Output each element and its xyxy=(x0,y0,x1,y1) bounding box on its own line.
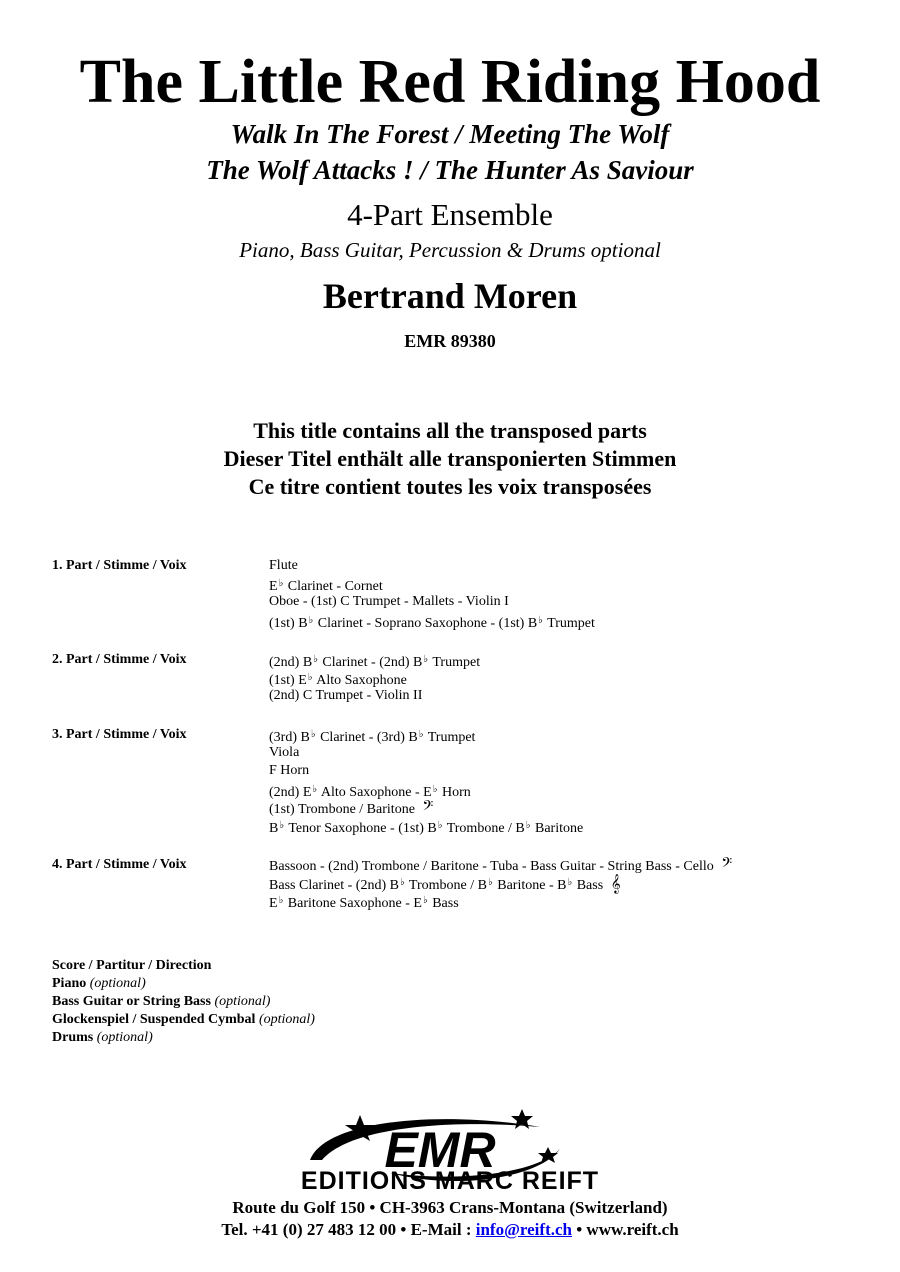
flat-sign: ♭ xyxy=(525,819,531,831)
instrument-line: (2nd) B♭ Clarinet - (2nd) B♭ Trumpet xyxy=(269,654,481,670)
part-3-instruments xyxy=(269,726,583,835)
part-1-instruments xyxy=(269,557,595,630)
flat-sign: ♭ xyxy=(488,877,493,889)
instrument-line: Viola xyxy=(269,745,300,761)
extra-item: Glockenspiel / Suspended Cymbal (optional) xyxy=(52,1012,315,1027)
part-4-instruments xyxy=(269,856,732,911)
extra-item: Piano (optional) xyxy=(52,976,146,991)
flat-sign: ♭ xyxy=(399,877,405,889)
flat-sign: ♭ xyxy=(313,654,318,665)
flat-sign: ♭ xyxy=(432,783,438,795)
part-1-label: 1. Part / Stimme / Voix xyxy=(52,558,187,573)
part-2-instruments xyxy=(269,651,480,706)
instrument-line: (2nd) E♭ Alto Saxophone - E♭ Horn xyxy=(269,783,471,800)
instrument-line: B♭ Tenor Saxophone - (1st) B♭ Trombone / B♭ Baritone xyxy=(269,819,584,836)
flat-sign: ♭ xyxy=(278,895,284,907)
flat-sign: ♭ xyxy=(567,877,573,889)
instrument-line: (1st) E♭ Alto Saxophone xyxy=(269,672,407,689)
catalog-number: EMR 89380 xyxy=(404,331,496,351)
instrument-line: (1st) B♭ Clarinet - Soprano Saxophone - (1st) B♭ Trumpet xyxy=(269,614,595,631)
email-link[interactable]: info@reift.ch xyxy=(475,1220,572,1239)
flat-sign: ♭ xyxy=(437,819,443,831)
instrument-line: E♭ Baritone Saxophone - E♭ Bass xyxy=(269,895,459,912)
flat-sign: ♭ xyxy=(310,729,316,740)
subtitle-line-1: Walk In The Forest / Meeting The Wolf xyxy=(230,119,670,149)
subtitle-line-2: The Wolf Attacks ! / The Hunter As Saviour xyxy=(206,155,694,185)
ensemble-label: 4-Part Ensemble xyxy=(347,197,553,232)
instrument-line: (3rd) B♭ Clarinet - (3rd) B♭ Trumpet xyxy=(269,729,476,745)
instrument-line: Oboe - (1st) C Trumpet - Mallets - Violin I xyxy=(269,594,509,610)
instrument-line: (2nd) C Trumpet - Violin II xyxy=(269,688,423,704)
publisher-contact: Tel. +41 (0) 27 483 12 00 • E-Mail : info@reift.ch • www.reift.ch xyxy=(221,1220,679,1239)
flat-sign: ♭ xyxy=(308,614,314,626)
instrument-line: E♭ Clarinet - Cornet xyxy=(269,578,383,595)
part-2-label: 2. Part / Stimme / Voix xyxy=(52,652,187,667)
instrument-line: Bass Clarinet - (2nd) B♭ Trombone / B♭ Baritone - B♭ Bass 𝄞 xyxy=(269,874,621,894)
instrument-line: Bassoon - (2nd) Trombone / Baritone - Tuba - Bass Guitar - String Bass - Cello 𝄢 xyxy=(269,855,733,874)
page-title: The Little Red Riding Hood xyxy=(79,48,821,116)
instrument-line: Flute xyxy=(269,558,298,573)
publisher-address: Route du Golf 150 • CH-3963 Crans-Montana (Switzerland) xyxy=(232,1198,668,1217)
composer-name: Bertrand Moren xyxy=(322,276,578,316)
notice-german: Dieser Titel enthält alle transponierten Stimmen xyxy=(223,446,677,471)
notice-french: Ce titre contient toutes les voix transposées xyxy=(248,474,652,499)
logo-text: EMR xyxy=(384,1122,496,1178)
extra-item: Drums (optional) xyxy=(52,1030,153,1045)
part-4-label: 4. Part / Stimme / Voix xyxy=(52,857,187,872)
flat-sign: ♭ xyxy=(279,819,285,831)
flat-sign: ♭ xyxy=(278,578,284,590)
part-3-label: 3. Part / Stimme / Voix xyxy=(52,727,187,742)
extra-item: Score / Partitur / Direction xyxy=(52,958,212,973)
instrument-line: F Horn xyxy=(269,763,310,779)
notice-english: This title contains all the transposed parts xyxy=(253,418,647,443)
extra-item: Bass Guitar or String Bass (optional) xyxy=(52,994,271,1009)
instrument-line: (1st) Trombone / Baritone 𝄢 xyxy=(269,797,434,817)
bass-clef-icon: 𝄢 xyxy=(721,855,733,874)
flat-sign: ♭ xyxy=(418,729,424,740)
additional-parts-list xyxy=(52,957,315,1047)
flat-sign: ♭ xyxy=(538,614,543,626)
treble-clef-icon: 𝄞 xyxy=(610,874,621,894)
flat-sign: ♭ xyxy=(422,895,428,907)
flat-sign: ♭ xyxy=(423,654,429,665)
publisher-name: EDITIONS MARC REIFT xyxy=(300,1167,600,1195)
bass-clef-icon: 𝄢 xyxy=(422,797,434,817)
instrumentation-note: Piano, Bass Guitar, Percussion & Drums optional xyxy=(239,238,661,262)
flat-sign: ♭ xyxy=(312,783,318,795)
flat-sign: ♭ xyxy=(307,672,313,684)
